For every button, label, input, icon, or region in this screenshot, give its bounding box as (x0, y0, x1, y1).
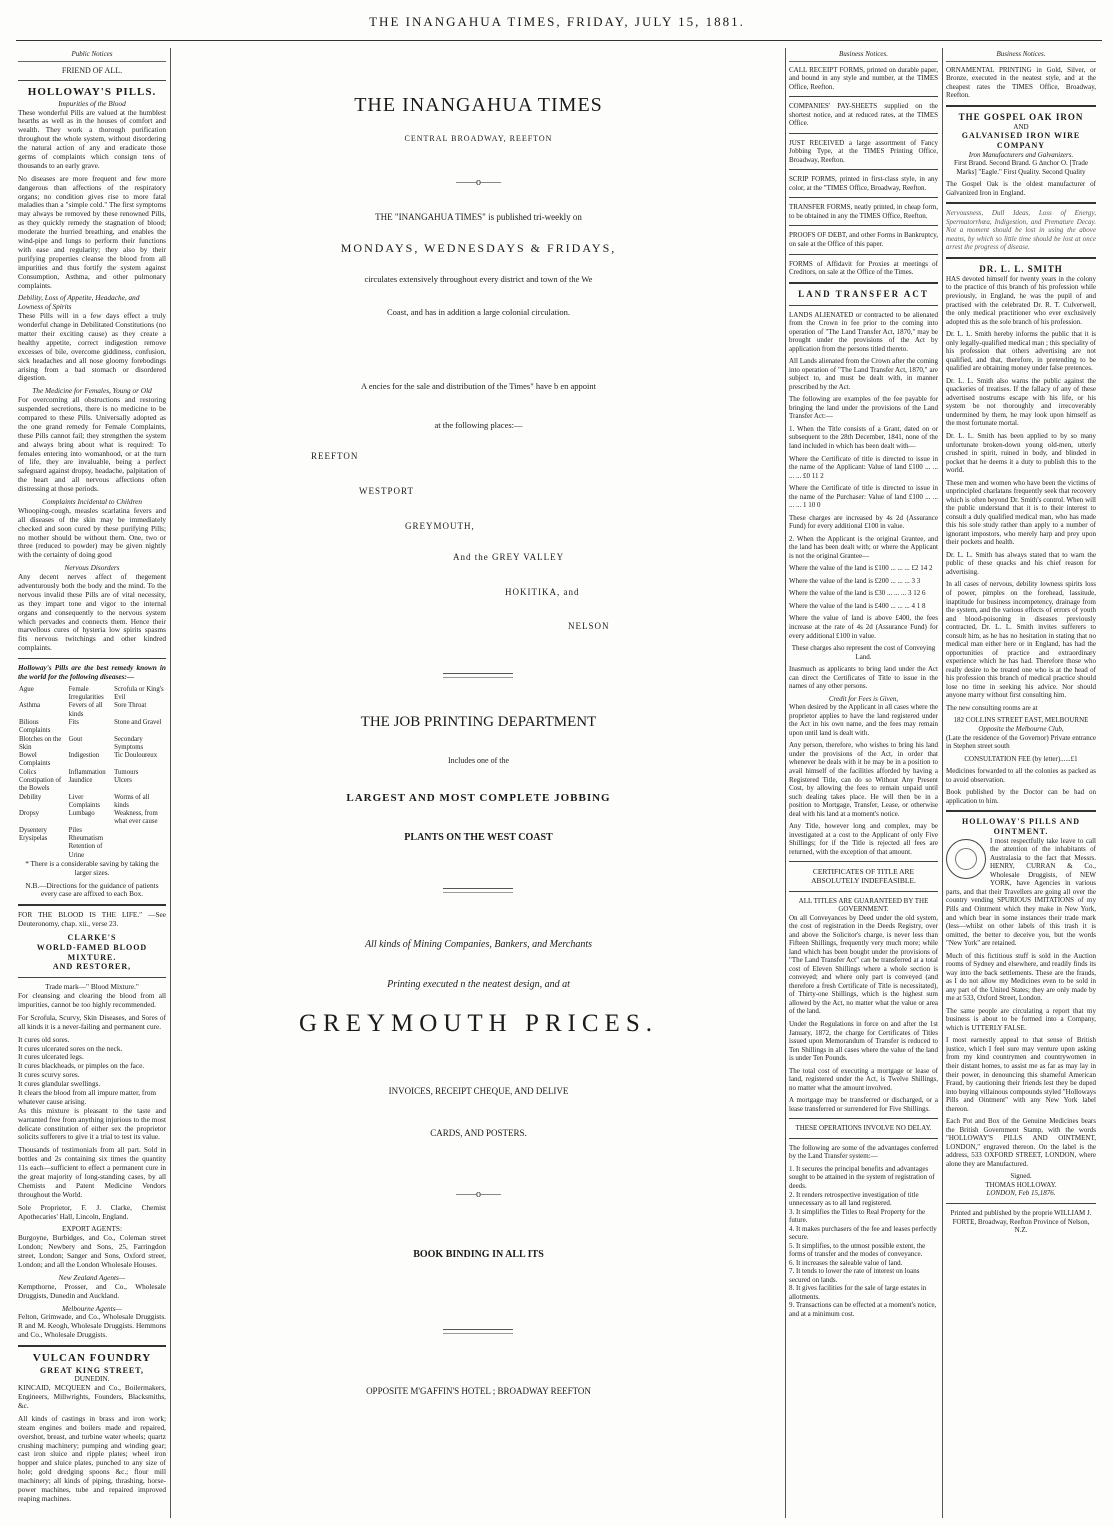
clarke-heading: CLARKE'S (67, 933, 117, 943)
top-rule (16, 40, 1102, 41)
table-cell: Indigestion (68, 752, 100, 760)
notice: PROOFS OF DEBT, and other Forms in Bankruptcy, on sale at the Office of this paper. (789, 231, 938, 248)
paragraph: Where the Certificate of title is directed to issue in the name of the Applicant: Value of land £100 ... ... ... ... £0 11 2 (789, 454, 938, 480)
table-cell (113, 835, 166, 843)
divider (18, 977, 166, 978)
paragraph: Where the value of the land is £30 ... ... ... 3 12 6 (789, 589, 926, 598)
paragraph: As this mixture is pleasant to the taste and warranted free from anything injurious to the most delicate constitution of either sex the proprietor solicits sufferers to give it a trial to test its value. (18, 1105, 166, 1142)
paragraph: The following are some of the advantages conferred by the Land Transfer system:— (789, 1143, 938, 1161)
divider (789, 225, 938, 226)
column-business-notices (789, 50, 938, 1518)
paragraph: When desired by the Applicant in all cases where the proprietor applies to have the land registered under the Act in his own name, and the fees may remain upon until land is dealt with. (789, 703, 938, 737)
divider (18, 80, 166, 81)
table-cell: Fevers of all kinds (68, 702, 103, 718)
subheading: Debility, Loss of Appetite, Headache, and Lowness of Spirits (18, 293, 140, 312)
vulcan-heading: DUNEDIN. (74, 1374, 110, 1384)
table-cell: Asthma (19, 702, 41, 710)
notice: CALL RECEIPT FORMS, printed on durable paper, and bound in any style and number, at the TIMES Office, Reefton. (789, 65, 938, 91)
paragraph: All Lands alienated from the Crown after the coming into operation of "The Land Transfer Act, 1870," are subject to, and must be dealt with, in manner prescribed by the Act. (789, 357, 938, 391)
table-cell: Weakness, from what ever cause (114, 810, 158, 826)
place-nelson: NELSON (568, 621, 610, 631)
table-row (18, 752, 166, 769)
table-row (18, 835, 166, 843)
paragraph: The Gospel Oak is the oldest manufacturer of Galvanized Iron in England. (946, 180, 1096, 197)
table-row (18, 827, 166, 835)
table-cell: Blotches on the Skin (19, 735, 62, 751)
paragraph: On all Conveyances by Deed under the old system, the cost of registration in the Deeds Registry, over and above the Solicitor's charge, is never less than Fifteen Shillings, frequently very much more; while land which has been bought under the provisions of "The Land Transfer Act" can be transferred at a total cost of Eleven Shillings where a whole section is conveyed; and where only part is conveyed (and therefore a fresh Certificate of Title is necessitated), of Thirty-one Shillings, which is the highest sum allowed by the Act, no matter what the value or area of the land. (789, 913, 938, 1016)
paragraph: Much of this fictitious stuff is sold in the Auction rooms of Sydney and elsewhere, and readily finds its way into the back settlements. These are the frauds, as I do not allow my Medicines even to be sold in any part of the United States; they are only made by me at 533, Oxford Street, London. (946, 951, 1096, 1003)
list-item: 1. It secures the principal benefits and advantages sought to be attained in the system of registration of deeds. (789, 1164, 935, 1190)
paragraph: A mortgage may be transferred or discharged, or a lease transferred or surrendered for Five Shillings. (789, 1096, 938, 1113)
table-cell: Gout (68, 735, 83, 743)
table-cell: Fits (68, 719, 79, 727)
paragraph: Each Pot and Box of the Genuine Medicines bears the British Government Stamp, with the words "HOLLOWAY'S PILLS AND OINTMENT, LONDON," engraved thereon. On the label is the address, 533 OXFORD STREET, LONDON, where alone they are Manufactured. (946, 1117, 1096, 1168)
paragraph: I most respectfully take leave to call the attention of the inhabitants of Australasia to the fact that Messrs. HENRY, CURRAN & Co., Wholesale Druggists, of NEW YORK, have Agencies in various parts, and that their Travellers are going all over the country vending SPURIOUS IMITATIONS of my Pills and Ointment which they make in New York, and which bear in some instances their trade mark (less—whilst on other labels of this trash it is omitted, the better to deceive you, but the words "New York" are retained. (946, 836, 1096, 948)
agents-heading: Melbourne Agents— (61, 1303, 123, 1313)
subheading: The Medicine for Females, Young or Old (32, 386, 152, 396)
column-business-notices-2 (946, 50, 1096, 1518)
ornament (443, 888, 513, 893)
address: 182 COLLINS STREET EAST, MELBOURNE (953, 716, 1089, 725)
subheading: CERTIFICATES OF TITLE ARE ABSOLUTELY INDEFEASIBLE. (811, 867, 916, 886)
notice: FORMS of Affidavit for Proxies at meetings of Creditors, on sale at the Office of the Times. (789, 259, 938, 277)
table-cell: Piles (68, 826, 82, 834)
divider (789, 133, 938, 134)
government-stamp-seal (946, 839, 986, 879)
table-cell: Bowel Complaints (19, 752, 51, 768)
paragraph: Kempthorne, Prosser, and Co., Wholesale Druggists, Dunedin and Auckland. (18, 1281, 166, 1300)
following-line: at the following places:— (434, 420, 523, 430)
table-cell: Tumours (114, 768, 139, 776)
table-cell: Secondary Symptoms (114, 735, 144, 751)
paragraph: Felton, Grimwade, and Co., Wholesale Druggists. R and M. Keogh, Wholesale Druggists. Hemmons and Co., Wholesale Druggists. (18, 1312, 166, 1340)
paragraph: Where the value of the land is £200 ... ... ... 3 3 (789, 576, 921, 585)
table-cell: Constipation of the Bowels (19, 777, 62, 793)
paragraph: Any Title, however long and complex, may be investigated at a cost to the Applicant of only Five Shillings; for if the Title is rejected all fees are returned, with the exception of that amount. (789, 822, 938, 856)
paragraph: Under the Regulations in force on and after the 1st January, 1872, the charge for Certificates of Titles issued upon Memorandum of Transfer is reduced to Ten Shillings in all cases where the value of the land is under Ten Pounds. (789, 1020, 938, 1063)
divider (18, 1345, 166, 1347)
table-cell: Lumbago (68, 810, 95, 818)
list-item: 4. It makes purchasers of the fee and leases perfectly secure. (789, 1224, 937, 1242)
subheading: Impurities of the Blood (58, 98, 126, 108)
place-reefton: REEFTON (311, 451, 359, 461)
paragraph: Any decent nerves affect of thegement adventurously both the body and the mind. To the nervous invalid these Pills are of vital necessity, as they impart tone and vigor to the internal organs and consequently to the nervous system which pervades and connects them. Hence their marvellous cures of hysteria low spirits spasms fits nervous twitchings and other kindred complaints. (18, 572, 166, 653)
paragraph: These charges also represent the cost of Conveying Land. (791, 644, 936, 661)
table-cell: Dysentery (19, 826, 47, 834)
gospel-subheading: Iron Manufacturers and Galvanizers. (968, 150, 1074, 159)
printing-line: Printing executed n the neatest design, and at (387, 979, 570, 990)
paragraph: These men and women who have been the victims of unprincipled charlatans frequently seek that recovery which is often beyond Dr. Smith's control. When will the public understand that it is to their interest to consult a duly qualified medical man, who has made this his sole study rather than apply to a number of ignorant impostors, who merely harp and prey upon their pockets and health. (946, 478, 1096, 547)
includes-line: Includes one of the (447, 756, 510, 765)
paragraph: HAS devoted himself for twenty years in the colony to the practice of this branch of his profession while previously, in England, he was the pupil of and practised with the celebrated Dr. R. T. Culverwell, the only medical practitioner who ever exclusively adopted this as the sole branch of his profession. (946, 274, 1096, 326)
list-item: It cures glandular swellings. (18, 1079, 101, 1089)
address-line: OPPOSITE M'GAFFIN'S HOTEL ; BROADWAY REEFTON (366, 1386, 591, 1396)
masthead (0, 0, 1114, 40)
paragraph: Medicines forwarded to all the colonies as packed as to avoid observation. (946, 767, 1096, 784)
blood-life: FOR THE BLOOD IS THE LIFE." —See Deuteronomy, chap. xii., verse 23. (18, 910, 166, 929)
subheading: Nervous Disorders (64, 563, 120, 573)
coast-line: Coast, and has in addition a large colonial circulation. (386, 307, 570, 317)
list-item: 8. It gives facilities for the sale of large estates in allotments. (789, 1284, 927, 1301)
table-row (18, 843, 166, 860)
list-item: 5. It simplifies, to the utmost possible extent, the forms of transfer and the modes of conveyance. (789, 1241, 926, 1259)
column-rule (942, 48, 943, 1518)
table-row (18, 777, 166, 794)
table-row (18, 719, 166, 736)
times-advertisement (173, 50, 784, 1518)
list-item: 2. It renders retrospective investigation of title unnecessary as to all land registered. (789, 1190, 919, 1208)
nb-note: N.B.—Directions for the guidance of patients every case are affixed to each Box. (25, 880, 159, 899)
paragraph: For Scrofula, Scurvy, Skin Diseases, and Sores of all kinds it is a never-failing and permanent cure. (18, 1012, 166, 1031)
notice: TRANSFER FORMS, neatly printed, in cheap form, to be obtained in any the TIMES Office, Reefton. (789, 203, 938, 220)
list-item: It clears the blood from all impure matter, from whatever cause arising. (18, 1087, 157, 1106)
notice: COMPANIES' PAY-SHEETS supplied on the shortest notice, and at reduced rates, at the TIMES Office. (789, 102, 938, 128)
table-row (18, 686, 166, 703)
table-cell: Stone and Gravel (114, 719, 162, 727)
holloway-title: HOLLOWAY'S PILLS. (27, 86, 157, 99)
gospel-heading: GALVANISED IRON WIRE COMPANY (961, 131, 1081, 150)
largest-line: LARGEST AND MOST COMPLETE JOBBING (346, 792, 611, 804)
clarke-heading: WORLD-FAMED BLOOD MIXTURE. (36, 942, 148, 962)
paragraph: Dr. L. L. Smith also warns the public against the quackeries of treatises. If the fallacy of any of these advertised nostrums escape with his life, or his system be not thoroughly and irrecoverably undermined by them, he may look upon himself as the most fortunate mortal. (946, 376, 1096, 428)
invoices-line: INVOICES, RECEIPT CHEQUE, AND DELIVE (388, 1086, 569, 1096)
table-cell: Debility (19, 793, 42, 801)
divider (789, 282, 938, 284)
masthead-text: THE INANGAHUA TIMES, FRIDAY, JULY 15, 1881. (369, 14, 745, 29)
paragraph: LANDS ALIENATED or contracted to be alienated from the Crown in fee prior to the coming into operation of "The Land Transfer Act, 1870," may be brought under the provisions of the Act by application from the persons titled thereto. (789, 310, 938, 353)
paragraph: These wonderful Pills are valued at the humblest hearths as well as in the houses of comfort and wealth. They work a thorough purification throughout the whole system, without disordering the natural action of any and eradicate those germs of complaints which consign tens of thousands to an early grave. (18, 107, 166, 170)
notice: JUST RECEIVED a large assortment of Fancy Jobbing Type, at the TIMES Printing Office, Broadway, Reefton. (789, 138, 938, 164)
table-cell: Sore Throat (114, 702, 147, 710)
subheading: THESE OPERATIONS INVOLVE NO DELAY. (795, 1124, 932, 1133)
place-greymouth: GREYMOUTH, (405, 521, 475, 531)
divider (18, 904, 166, 906)
dr-smith-heading: DR. L. L. SMITH (979, 263, 1063, 274)
list-item: 9. Transactions can be effected at a moment's notice, and at a minimum cost. (789, 1301, 937, 1318)
list-item: It cures scurvy sores. (18, 1070, 80, 1080)
paragraph: The same people are circulating a report that my business is about to be formed into a Company, which is UTTERLY FALSE. (946, 1006, 1096, 1032)
paragraph: In all cases of nervous, debility lowness spirits loss of power, pimples on the forehead, lassitude, inaptitude for business incompetency, drainage from the system, and the various effects of errors of youth and blood-poisoning in diseases previously contracted, Dr. L. L. Smith invites sufferers to consult him, as he has no hesitation in stating that no medical man either here or in England, has had the opportunities of practice and extraordinary experience which he has had. Therefore those who really desire to be treated one who is at the head of his profession this branch of medical practice should lose no time in seeking his advice. Nor should anyone marry without first consulting him. (946, 580, 1096, 700)
paragraph: Where the value of the land is £100 ... ... ... £2 14 2 (789, 564, 933, 573)
divider (789, 891, 938, 892)
paragraph: Where the value of land is above £400, the fees increase at the rate of 4s 2d (Assurance Fund) for every additional £100 in value. (789, 614, 938, 640)
column-rule (785, 48, 786, 1518)
paragraph: I most earnestly appeal to that sense of British justice, which I feel sure may venture upon asking from my kind countrymen and countrywomen in their distant homes, to assist me as far as may lay in their power, in denouncing this shameful American Fraud, by cautioning their friends lest they be duped into buying villainous compounds styled "Holloways Pills and Ointment" with any New York label thereon. (946, 1036, 1096, 1113)
clarke-heading: AND RESTORER, (52, 962, 132, 972)
divider (789, 305, 938, 306)
table-cell: Bilious Complaints (19, 719, 51, 735)
list-item: 7. It tends to lower the rate of interest on loans secured on lands. (789, 1267, 920, 1284)
trademark: Trade mark—" Blood Mixture." (45, 982, 139, 992)
table-cell: Scrofula or King's Evil (114, 685, 164, 702)
signature-date: LONDON, Feb 15,1876. (986, 1189, 1056, 1198)
table-row (18, 769, 166, 777)
divider (789, 861, 938, 862)
advantages-list (789, 1165, 938, 1319)
land-transfer-heading: LAND TRANSFER ACT (798, 288, 929, 299)
divider (946, 1203, 1096, 1204)
ornament (443, 1329, 513, 1334)
table-cell: Jaundice (68, 777, 93, 784)
diseases-table (18, 686, 166, 860)
nervousness-notice: Nervousness, Dull Ideas, Loss of Energy, Spermatorrhœa, Indigestion, and Premature Decay. Not a moment should be lost in using the above means, by which so little time should be lost at once arrest the progress of disease. (946, 209, 1096, 252)
divider (789, 169, 938, 170)
list-item: 3. It simplifies the Titles to Real Property for the future. (789, 1207, 926, 1225)
agencies-line: A encies for the sale and distribution of the Times" have b en appoint (360, 381, 597, 391)
notice: ORNAMENTAL PRINTING in Gold, Silver, or Bronze, executed in the neatest style, and at the cheapest rates the TIMES Office, Broadway, Reefton. (946, 65, 1096, 100)
table-cell: Ulcers (114, 777, 132, 784)
divider (18, 658, 166, 659)
all-kinds-line: All kinds of Mining Companies, Bankers, and Merchants (364, 939, 593, 950)
friend-heading: FRIEND OF ALL. (61, 65, 123, 75)
saving-note: * There is a considerable saving by taking the larger sizes. (25, 858, 159, 877)
ornament: ——o—— (456, 1189, 501, 1200)
column-public-notices (18, 50, 166, 1518)
paragraph: Where the value of the land is £400 ... ... ... 4 1 8 (789, 601, 926, 610)
table-row (18, 794, 166, 811)
cards-line: CARDS, AND POSTERS. (430, 1128, 527, 1138)
paragraph: Inasmuch as applicants to bring land under the Act can direct the Certificates of Title to issue in the names of any other persons. (789, 665, 938, 691)
job-printing-heading: THE JOB PRINTING DEPARTMENT (360, 714, 597, 730)
book-binding-line: BOOK BINDING IN ALL ITS (413, 1249, 544, 1260)
table-cell: Rheumatism (68, 834, 104, 842)
paragraph: 1. When the Title consists of a Grant, dated on or subsequent to the 28th December, 1841, none of the land included in which has been dealt with— (789, 424, 938, 450)
fee-line: CONSULTATION FEE (by letter)......£1 (964, 754, 1078, 763)
paragraph: All kinds of castings in brass and iron work; steam engines and boilers made and repaired, overshot, breast, and turbine water wheels; quartz crushing machinery; pumping and winding gear; cast iron sluice and ripple plates; wheel iron hopper and sluice plates, punched to any size of hole; gold dredging spoons &c.; flour mill machinery; all kinds of piping, thrashing, horse-power machines, tube and repaired improved reaping machines. (18, 1413, 166, 1503)
divider (789, 1138, 938, 1139)
address: Opposite the Melbourne Club, (978, 724, 1064, 733)
table-row (18, 810, 166, 827)
divider (789, 1118, 938, 1119)
prices-heading: GREYMOUTH PRICES. (299, 1010, 658, 1037)
subheading: ALL TITLES ARE GUARANTEED BY THE GOVERNMENT. (798, 896, 929, 914)
subheading: Complaints Incidental to Children (41, 496, 143, 506)
notice: SCRIP FORMS, printed in first-class style, in any color, at the "TIMES Office, Broadway, Reefton. (789, 175, 938, 192)
paragraph: Sole Proprietor, F. J. Clarke, Chemist Apothecaries' Hall, Lincoln, England. (18, 1202, 166, 1221)
ornament (443, 673, 513, 678)
divider (789, 254, 938, 255)
vulcan-heading: VULCAN FOUNDRY (32, 1352, 152, 1365)
table-row (18, 702, 166, 719)
paragraph: Dr. L. L. Smith has always stated that to warn the public of these quacks and his chief reason for advertising. (946, 550, 1096, 576)
table-cell: Worms of all kinds (114, 793, 150, 809)
signed: Signed. (1010, 1172, 1032, 1181)
gospel-heading: AND (1013, 122, 1029, 131)
paragraph: (Late the residence of the Governor) Private entrance in Stephen street south (946, 733, 1096, 751)
imprint: Printed and published by the proprie WILLIAM J. FORTE, Broadway, Reefton Province of Nelson, N.Z. (950, 1208, 1092, 1235)
list-item: 6. It increases the saleable value of land. (789, 1258, 903, 1267)
column-rule (170, 48, 171, 1518)
divider (946, 202, 1096, 204)
place-hokitika: HOKITIKA, and (505, 587, 580, 597)
paragraph: Thousands of testimonials from all part. Sold in bottles and 2s containing six times the quantity 11s each—sufficient to effect a permanent cure in the great majority of long-standing cases, by all Chemists and Patent Medicine Vendors throughout the World. (18, 1145, 166, 1199)
place-westport: WESTPORT (359, 486, 414, 496)
list-item: It cures ulcerated legs. (18, 1052, 84, 1062)
divider (946, 257, 1096, 259)
table-cell: Dropsy (19, 810, 40, 818)
gospel-heading: THE GOSPEL OAK IRON (958, 111, 1084, 122)
paragraph: These charges are increased by 4s 2d (Assurance Fund) for every additional £100 in value. (789, 513, 938, 531)
paragraph: For cleansing and clearing the blood from all impurities, cannot be too highly recommended. (18, 991, 166, 1009)
cures-list (18, 1036, 166, 1107)
table-row (18, 736, 166, 753)
paragraph: No diseases are more frequent and few more dangerous than affections of the respiratory organs; no condition gives rise to more fatal maladies than a "simple cold." The first symptoms may always be removed by these renowned Pills, as they quickly remedy the stagnation of blood; moderate the hurried breathing, and enables the wind-pipe and lungs to perform their functions with ease and regularity; they also by their purifying properties cleanse the blood from all impurities and thus fortify the system against Consumption, Asthma, and other pulmonary complaints. (18, 173, 166, 290)
section-header: Public Notices (18, 50, 166, 62)
published-line: THE "INANGAHUA TIMES" is published tri-weekly on (375, 212, 582, 222)
table-cell: Erysipelas (19, 834, 48, 842)
paragraph: Where the Certificate of title is directed to issue in the name of the Purchaser: Value of land £100 ... ... ... ... 1 10 0 (789, 484, 938, 510)
divider (946, 105, 1096, 107)
subheading: Credit for Fees is Given, (828, 694, 899, 703)
plants-line: PLANTS ON THE WEST COAST (404, 832, 553, 843)
table-cell: Liver Complaints (68, 793, 100, 809)
paragraph: Any person, therefore, who wishes to bring his land under the provisions of the Act, in order that whenever he deals with it he may be in a position to avail himself of the facilities afforded by having a Registered Title, can do so Without Any Present Cost, by allowing the fees to remain unpaid until such dealing takes place. He will then be in a position to Mortgage, Transfer, Lease, or otherwise deal with his land at a moment's notice. (789, 741, 938, 818)
paragraph: Book published by the Doctor can be had on application to him. (946, 788, 1096, 805)
paper-title: THE INANGAHUA TIMES (354, 94, 603, 116)
table-cell: Colics (19, 768, 37, 776)
place-grey-valley: And the GREY VALLEY (453, 552, 565, 562)
brand-line: First Brand. Second Brand. G ∆nchor O. [Trade Marks] "Eagle." First Quality. Second Quality (954, 159, 1088, 176)
paragraph: KINCAID, MCQUEEN and Co., Boilermakers, Engineers, Millwrights, Founders, Blacksmiths, &c. (18, 1383, 166, 1410)
table-cell (18, 843, 68, 860)
paragraph: Dr. L. L. Smith has been applied to by so many unfortunate broken-down young old-men, utterly crushed in spirit, ruined in body, and blinded in pocket that he deems it a duty to publish this to the world. (946, 431, 1096, 475)
list-item: It cures ulcerated sores on the neck. (18, 1043, 123, 1053)
paragraph: 2. When the Applicant is the original Grantee, and the land has been dealt with; or where the Applicant is not the original Grantee— (789, 534, 938, 560)
list-item: It cures blackheads, or pimples on the face. (18, 1061, 145, 1071)
divider (789, 96, 938, 97)
publication-days: MONDAYS, WEDNESDAYS & FRIDAYS, (340, 241, 617, 255)
table-cell (113, 843, 166, 860)
section-header: Business Notices. (946, 50, 1096, 62)
paragraph: Burgoyne, Burbidges, and Co., Coleman street London; Newbery and Sons, 25, Farringdon street, London; Sanger and Sons, Oxford street, London; and all the London Wholesale Houses. (18, 1233, 166, 1269)
table-cell: Female Irregularities (68, 685, 104, 702)
table-cell: Ague (19, 685, 34, 693)
paragraph: These Pills will in a few days effect a truly wonderful change in Debilitated Constitutions (no matter their exciting cause) as they create a healthy appetite, correct indigestion remove excesses of bile, overcome giddiness, confusion, sick headaches and all nose gloomy forebodings arising from a bad stomach or disordered digestion. (18, 311, 166, 383)
table-cell: Retention of Urine (68, 843, 103, 859)
divider (789, 197, 938, 198)
vulcan-heading: GREAT KING STREET, (39, 1365, 145, 1375)
signer: THOMAS HOLLOWAY. (985, 1180, 1057, 1189)
paragraph: The new consulting rooms are at (946, 703, 1038, 712)
table-cell: Tic Douloureux (114, 752, 158, 760)
list-item: It cures old sores. (18, 1034, 70, 1044)
paragraph: The following are examples of the fee payable for bringing the land under the provisions of the Land Transfer Act:— (789, 395, 938, 421)
table-cell: Inflammation (68, 768, 106, 776)
paragraph: The total cost of executing a mortgage or lease of land, registered under the Act, is Twelve Shillings, no matter what the amount involved. (789, 1066, 938, 1092)
paragraph: For overcoming all obstructions and restoring suspended secretions, there is no medicine to be compared to these Pills. Universally adopted as the one grand remedy for Female Complaints, these Pills cannot fail; they strengthen the system and always bring about what is required: To females entering into womanhood, or at the turn of life, they are invaluable, being a perfect safeguard against dropsy, headache, palpitation of the heart and all nervous affections often distressing at those periods. (18, 395, 166, 494)
section-header: Business Notices. (789, 50, 938, 62)
ornament: ——o—— (456, 177, 501, 188)
holloway-ointment-heading: HOLLOWAY'S PILLS AND OINTMENT. (962, 817, 1080, 836)
divider (946, 810, 1096, 812)
paragraph: Dr. L. L. Smith hereby informs the public that it is only legally-qualified medical man ; this speciality of his profession that others advertising are not qualified, and that, therefore, in pretending to be qualified are obtaining money under false pretences. (946, 330, 1096, 373)
agents-heading: New Zealand Agents— (58, 1272, 126, 1282)
best-remedy: Holloway's Pills are the best remedy known in the world for the following diseases:— (18, 663, 166, 682)
circulates-line: circulates extensively throughout every district and town of the We (364, 274, 593, 284)
paper-subtitle: CENTRAL BROADWAY, REEFTON (404, 134, 553, 143)
table-cell (113, 827, 166, 835)
paragraph: Whooping-cough, measles scarlatina fevers and all diseases of the skin may be immediately checked and soon cured by these purifying Pills; no mother should be without them. One, two or three (reduced to powder) may be given nightly with the certainty of doing good (18, 505, 166, 560)
export-heading: EXPORT AGENTS: (61, 1224, 123, 1234)
